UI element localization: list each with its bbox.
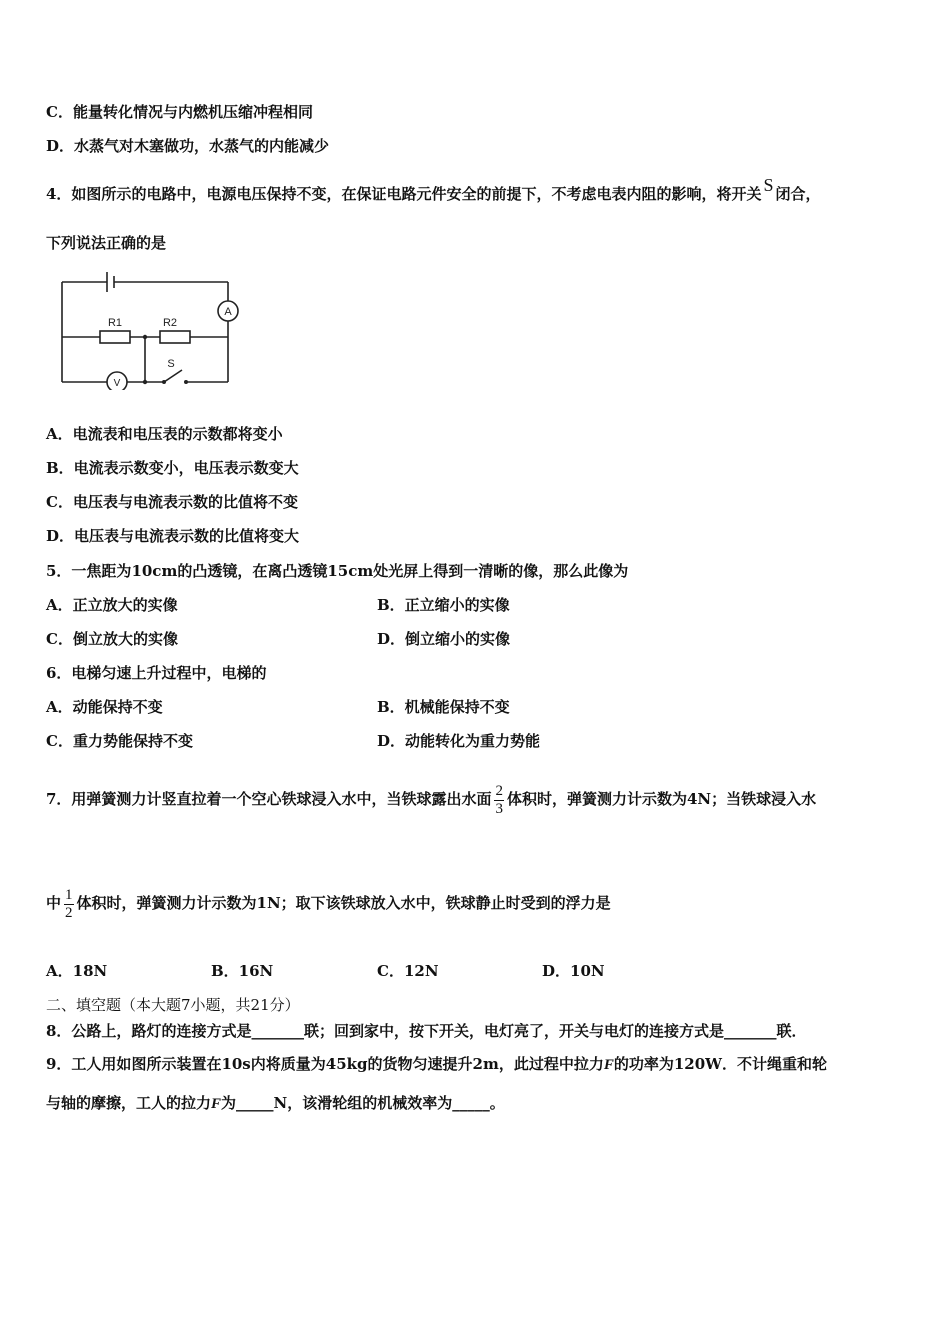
- q4-option-a: A．电流表和电压表的示数都将变小: [46, 425, 283, 443]
- section-heading: 二、填空题（本大题7小题，共21分）: [46, 996, 300, 1014]
- fraction-numerator: 1: [65, 886, 73, 903]
- q7-line2-part1: 中: [46, 894, 62, 912]
- q7-option-a: A．18N: [46, 962, 108, 980]
- switch-label: S: [167, 358, 175, 370]
- q4-option-d: D．电压表与电流表示数的比值将变大: [46, 527, 300, 545]
- junction-dot: [143, 335, 147, 339]
- q6-option-b: B．机械能保持不变: [377, 698, 510, 716]
- fraction-denominator: 2: [65, 904, 73, 921]
- q9-line1-part1: 9．工人用如图所示装置在10s内将质量为45kg的货物匀速提升2m，此过程中拉力: [46, 1055, 604, 1073]
- fraction-numerator: 2: [495, 782, 503, 799]
- fraction-two-thirds: [494, 783, 504, 818]
- q6-option-c: C．重力势能保持不变: [46, 732, 193, 750]
- q9-line2-part2: 为_____N，该滑轮组的机械效率为_____。: [221, 1094, 505, 1112]
- q7-line2-part2: 体积时，弹簧测力计示数为1N；取下该铁球放入水中，铁球静止时受到的浮力是: [76, 894, 611, 912]
- q7-stem-part1: 7．用弹簧测力计竖直拉着一个空心铁球浸入水中，当铁球露出水面: [46, 790, 492, 808]
- switch-contact: [184, 380, 188, 384]
- fraction-one-half: [64, 887, 74, 922]
- q5-option-b: B．正立缩小的实像: [377, 596, 510, 614]
- q5-option-d: D．倒立缩小的实像: [377, 630, 511, 648]
- ammeter-label: A: [224, 306, 232, 318]
- resistor-r2-icon: [160, 331, 190, 343]
- q6-stem: 6．电梯匀速上升过程中，电梯的: [46, 664, 267, 682]
- q4-stem-line1: [46, 175, 821, 204]
- switch-symbol: S: [763, 175, 774, 195]
- q5-option-a: A．正立放大的实像: [46, 596, 178, 614]
- q5-option-c: C．倒立放大的实像: [46, 630, 178, 648]
- q7-option-d: D．10N: [542, 962, 605, 980]
- q8-text: 8．公路上，路灯的连接方式是_______联；回到家中，按下开关，电灯亮了，开关与电灯的连接方式是_______联．: [46, 1022, 807, 1040]
- q7-option-b: B．16N: [211, 962, 274, 980]
- junction-dot: [143, 380, 147, 384]
- q7-stem-part2: 体积时，弹簧测力计示数为4N；当铁球浸入水: [506, 790, 817, 808]
- q4-stem-line2: 下列说法正确的是: [46, 234, 167, 252]
- q3-option-c: C．能量转化情况与内燃机压缩冲程相同: [46, 103, 313, 121]
- resistor-r1-icon: [100, 331, 130, 343]
- q9-line2: [46, 1093, 505, 1114]
- r1-label: R1: [107, 317, 123, 329]
- q7-option-c: C．12N: [377, 962, 439, 980]
- variable-f: F: [211, 1096, 222, 1112]
- switch-contact: [162, 380, 166, 384]
- q7-stem-line2: [46, 876, 611, 930]
- q9-line1: [46, 1054, 827, 1075]
- q4-stem-part2: 闭合，: [775, 185, 821, 203]
- q7-stem-line1: [46, 772, 816, 826]
- q4-stem-part1: 4．如图所示的电路中，电源电压保持不变，在保证电路元件安全的前提下，不考虑电表内阻的影响，将开关: [46, 185, 762, 203]
- circuit-diagram: [50, 268, 250, 390]
- q4-option-b: B．电流表示数变小，电压表示数变大: [46, 459, 299, 477]
- q9-line2-part1: 与轴的摩擦，工人的拉力: [46, 1094, 212, 1112]
- q6-option-a: A．动能保持不变: [46, 698, 163, 716]
- q6-option-d: D．动能转化为重力势能: [377, 732, 541, 750]
- variable-f: F: [603, 1057, 614, 1073]
- r2-label: R2: [162, 317, 178, 329]
- q4-option-c: C．电压表与电流表示数的比值将不变: [46, 493, 298, 511]
- q3-option-d: D．水蒸气对木塞做功，水蒸气的内能减少: [46, 137, 330, 155]
- fraction-denominator: 3: [495, 800, 503, 817]
- q5-stem: 5．一焦距为10cm的凸透镜，在离凸透镜15cm处光屏上得到一清晰的像，那么此像为: [46, 562, 629, 580]
- switch-icon: [164, 370, 182, 382]
- q9-line1-part2: 的功率为120W．不计绳重和轮: [613, 1055, 828, 1073]
- voltmeter-label: V: [113, 378, 121, 389]
